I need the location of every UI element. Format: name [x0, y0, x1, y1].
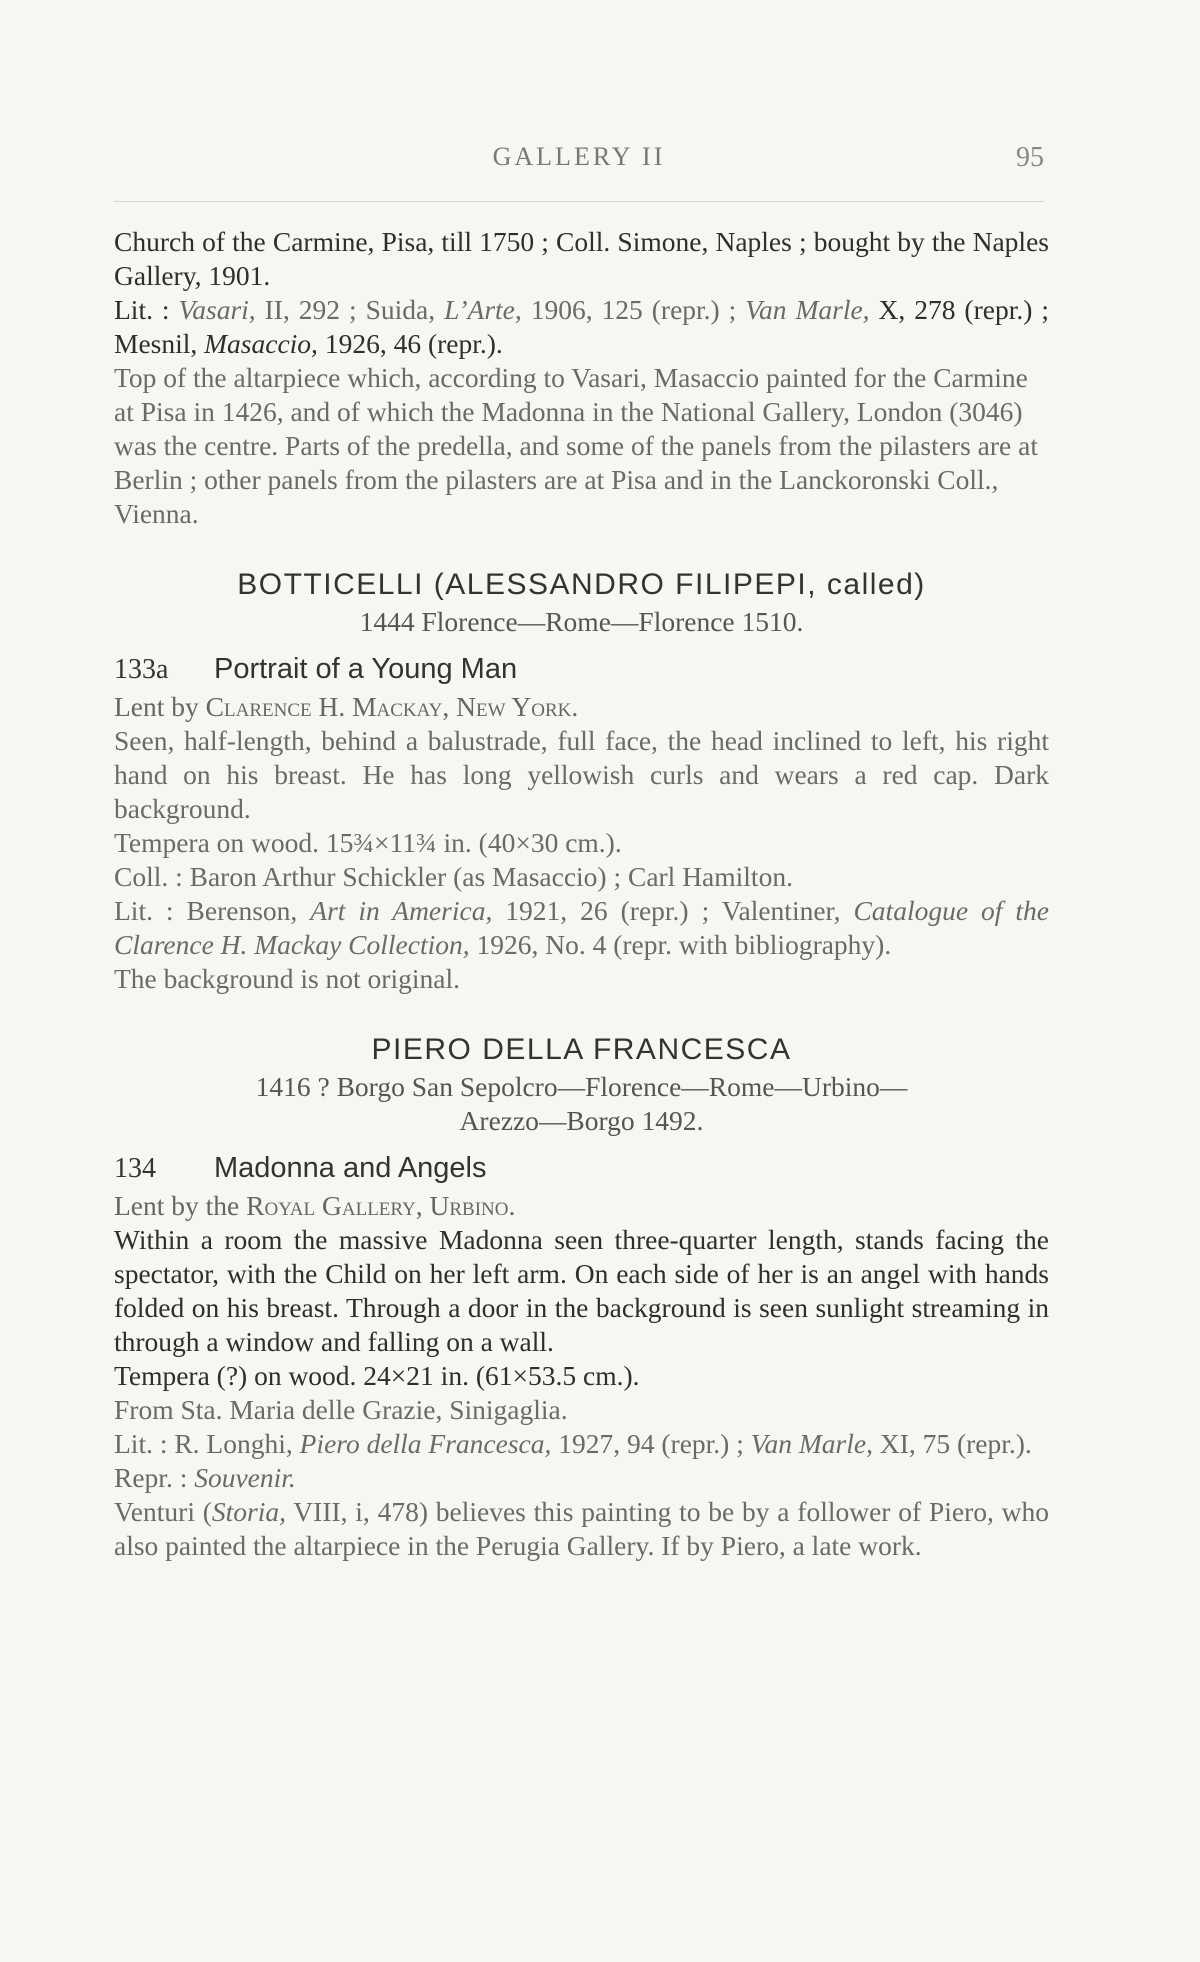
page-header	[114, 142, 1044, 182]
lit-text: 1927, 94 (repr.) ;	[551, 1428, 751, 1459]
catalogue-number: 133a	[114, 654, 169, 685]
note-text: The background is not original.	[114, 963, 460, 994]
painting-title: Portrait of a Young Man	[214, 653, 518, 685]
lender-line	[114, 1189, 1049, 1223]
literature-text	[114, 293, 1049, 361]
running-title: GALLERY II	[492, 142, 666, 171]
lender-prefix: Lent by	[114, 691, 206, 722]
lit-title: Catalogue of the Clarence H. Mackay Collection,	[114, 895, 1049, 960]
artist-heading: PIERO DELLA FRANCESCA	[371, 1033, 792, 1066]
lit-title: Masaccio,	[204, 328, 318, 359]
literature-text	[114, 1427, 1049, 1461]
lit-text: 1921, 26 (repr.) ; Valentiner,	[492, 895, 854, 926]
page-number: 95	[1016, 142, 1044, 173]
lender-name: Royal Gallery, Urbino.	[246, 1190, 516, 1221]
lender-name: Clarence H. Mackay, New York.	[205, 691, 579, 722]
note-prefix: Venturi (	[114, 1496, 212, 1527]
collection-text: Coll. : Baron Arthur Schickler (as Masaccio) ; Carl Hamilton.	[114, 861, 793, 892]
provenance-text: From Sta. Maria delle Grazie, Sinigaglia.	[114, 1394, 568, 1425]
repr-label: Repr. :	[114, 1462, 195, 1493]
artist-heading: BOTTICELLI (ALESSANDRO FILIPEPI, called)	[237, 568, 926, 601]
lit-text: X, 278 (repr.) ; Mesnil,	[114, 294, 1049, 359]
header-rule	[114, 201, 1044, 202]
catalogue-number: 134	[114, 1153, 156, 1184]
lit-label: Lit. : Berenson,	[114, 895, 311, 926]
lit-label: Lit. : R. Longhi,	[114, 1428, 300, 1459]
note-text: Top of the altarpiece which, according to Vasari, Masaccio painted for the Carmine at Pisa in 1426, and of which the Madonna in the National Gallery, London (3046) was the centre. Parts of the predella, and some of the panels from the pilasters are at Berlin ; other panels from the pilasters are at Pisa and in the Lanckoronski Coll., Vienna.	[114, 362, 1038, 529]
note-rest: VIII, i, 478) believes this painting to be by a follower of Piero, who also painted the altarpiece in the Perugia Gallery. If by Piero, a late work.	[114, 1496, 1049, 1561]
provenance-text: Church of the Carmine, Pisa, till 1750 ; Coll. Simone, Naples ; bought by the Naples Gallery, 1901.	[114, 226, 1049, 291]
lit-title: Piero della Francesca,	[299, 1428, 552, 1459]
page-body	[114, 225, 1049, 1563]
lit-title: Vasari,	[178, 294, 256, 325]
lit-label: Lit. :	[114, 294, 179, 325]
note-title: Storia,	[211, 1496, 287, 1527]
medium-text: Tempera on wood. 15¾×11¾ in. (40×30 cm.).	[114, 827, 622, 858]
artist-dates	[114, 1070, 1049, 1138]
description-text: Within a room the massive Madonna seen three-quarter length, stands facing the spectator, with the Child on her left arm. On each side of her is an angel with hands folded on his breast. Through a door in the background is seen sunlight streaming in through a window and falling on a wall.	[114, 1224, 1049, 1357]
note-text	[114, 1495, 1049, 1563]
lit-title: L’Arte,	[444, 294, 522, 325]
lit-title: Van Marle,	[750, 1428, 873, 1459]
dates-line: Arezzo—Borgo 1492.	[459, 1105, 704, 1136]
medium-text: Tempera (?) on wood. 24×21 in. (61×53.5 cm.).	[114, 1360, 640, 1391]
catalogue-entry-title	[114, 649, 1049, 690]
lit-text: 1906, 125 (repr.) ;	[521, 294, 746, 325]
description-text: Seen, half-length, behind a balustrade, full face, the head inclined to left, his right hand on his breast. He has long yellowish curls and wears a red cap. Dark background.	[114, 725, 1049, 824]
lit-text: XI, 75 (repr.).	[872, 1428, 1032, 1459]
artist-dates: 1444 Florence—Rome—Florence 1510.	[359, 606, 804, 637]
lit-text: II, 292 ; Suida,	[255, 294, 445, 325]
reproduction-text	[114, 1461, 1049, 1495]
lit-title: Van Marle,	[745, 294, 870, 325]
lit-title: Art in America,	[310, 895, 493, 926]
catalogue-entry-title	[114, 1148, 1049, 1189]
lit-text: 1926, 46 (repr.).	[317, 328, 503, 359]
repr-value: Souvenir.	[194, 1462, 296, 1493]
lender-line	[114, 690, 1049, 724]
painting-title: Madonna and Angels	[214, 1152, 487, 1184]
lender-prefix: Lent by the	[114, 1190, 247, 1221]
dates-line: 1416 ? Borgo San Sepolcro—Florence—Rome—Urbino—	[255, 1071, 908, 1102]
literature-text	[114, 894, 1049, 962]
lit-text: 1926, No. 4 (repr. with bibliography).	[469, 929, 892, 960]
